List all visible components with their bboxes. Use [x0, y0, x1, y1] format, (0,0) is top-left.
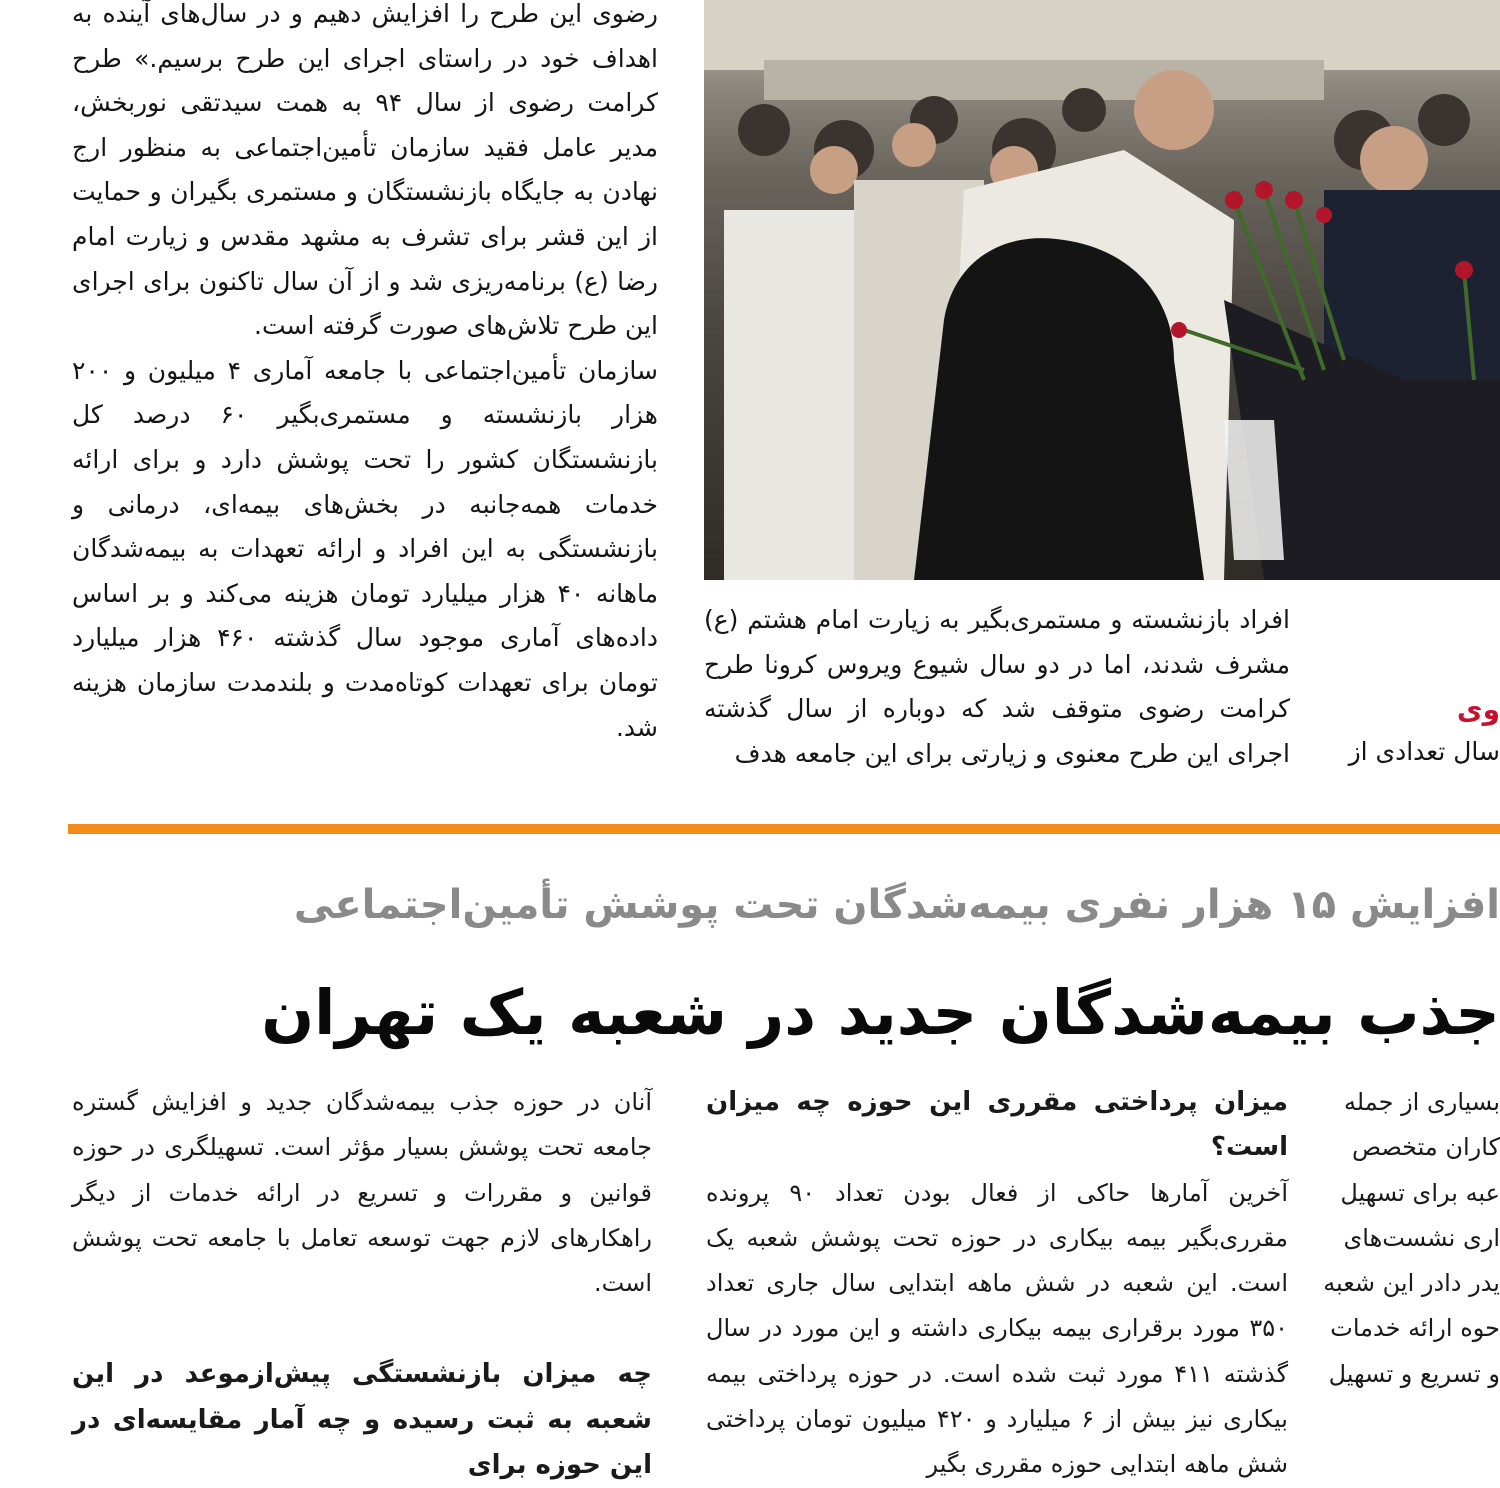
text-line: عبه برای تسهیل [1340, 1178, 1500, 1207]
article-column-bottom-middle [706, 1080, 1288, 1488]
headline-kicker: افزایش ۱۵ هزار نفری بیمه‌شدگان تحت پوشش تأمین‌اجتماعی [293, 882, 1500, 928]
article-column-bottom-right-fragment [1323, 1080, 1500, 1397]
news-photo [704, 0, 1500, 580]
article-paragraph: آنان در حوزه جذب بیمه‌شدگان جدید و افزایش گستره جامعه تحت پوشش بسیار مؤثر است. تسهیلگری در حوزه قوانین و مقررات و تسریع در ارائه خدمات از دیگر راهکارهای لازم جهت توسعه تعامل با جامعه تحت پوشش است. [72, 1088, 652, 1298]
article-column-top-right-fragment: سال تعدادی از [1348, 737, 1500, 766]
text-line: اری نشست‌های [1343, 1223, 1500, 1252]
text-line: بسیاری از جمله [1343, 1088, 1500, 1116]
text-line: کاران متخصص [1351, 1133, 1500, 1162]
article-column-bottom-left [72, 1080, 652, 1488]
text-line: یدر دادر این شعبه [1323, 1269, 1500, 1298]
red-heading-fragment: وی [1456, 693, 1500, 726]
headline: جذب بیمه‌شدگان جدید در شعبه یک تهران [261, 976, 1500, 1049]
article-paragraph: سازمان تأمین‌اجتماعی با جامعه آماری ۴ میلیون و ۲۰۰ هزار بازنشسته و مستمری‌بگیر ۶۰ درصد کل بازنشستگان کشور را تحت پوشش دارد و برای ارائه خدمات همه‌جانبه در بخش‌های بیمه‌ای، درمانی و بازنشستگی به این افراد و ارائه تعهدات به بیمه‌شدگان ماهانه ۴۰ هزار میلیارد تومان هزینه می‌کند و بر اساس داده‌های آماری موجود سال گذشته ۴۶۰ هزار میلیارد تومان برای تعهدات کوتاه‌مدت و بلندمدت سازمان هزینه شد. [72, 355, 659, 742]
interview-question: چه میزان بازنشستگی پیش‌ازموعد در این شعبه به ثبت رسیده و چه آمار مقایسه‌ای در این حوزه برای [72, 1359, 652, 1481]
text-line: حوه ارائه خدمات [1330, 1314, 1500, 1343]
article-paragraph: آخرین آمارها حاکی از فعال بودن تعداد ۹۰ پرونده مقرری‌بگیر بیمه بیکاری در حوزه تحت پوشش شعبه یک است. این شعبه در شش ماهه ابتدایی سال جاری تعداد ۳۵۰ مورد برقراری بیمه بیکاری داشته و این مورد در سال گذشته ۴۱۱ مورد ثبت شده است. در حوزه پرداختی بیمه بیکاری نیز بیش از ۶ میلیارد و ۴۲۰ میلیون تومان پرداختی شش ماهه ابتدایی حوزه مقرری بگیر [706, 1178, 1288, 1479]
text-line: و تسریع و تسهیل [1328, 1359, 1500, 1388]
section-divider [68, 824, 1500, 834]
photo-illustration [704, 0, 1500, 580]
article-paragraph: رضوی این طرح را افزایش دهیم و در سال‌های آینده به اهداف خود در راستای اجرای این طرح برسیم.» طرح کرامت رضوی از سال ۹۴ به همت سیدتقی نوربخش، مدیر عامل فقید سازمان تأمین‌اجتماعی به منظور ارج نهادن به جایگاه بازنشستگان و مستمری بگیران و حمایت از این قشر برای تشرف به مشهد مقدس و زیارت امام رضا (ع) برنامه‌ریزی شد و از آن سال تاکنون برای اجرای این طرح تلاش‌های صورت گرفته است. [72, 0, 659, 341]
article-column-top-left [72, 0, 658, 750]
interview-question: میزان پرداختی مقرری این حوزه چه میزان است؟ [706, 1087, 1288, 1163]
photo-caption: افراد بازنشسته و مستمری‌بگیر به زیارت امام هشتم (ع) مشرف شدند، اما در دو سال شیوع ویروس کرونا طرح کرامت رضوی متوقف شد که دوباره از سال گذشته اجرای این طرح معنوی و زیارتی برای این جامعه هدف [704, 605, 1290, 768]
